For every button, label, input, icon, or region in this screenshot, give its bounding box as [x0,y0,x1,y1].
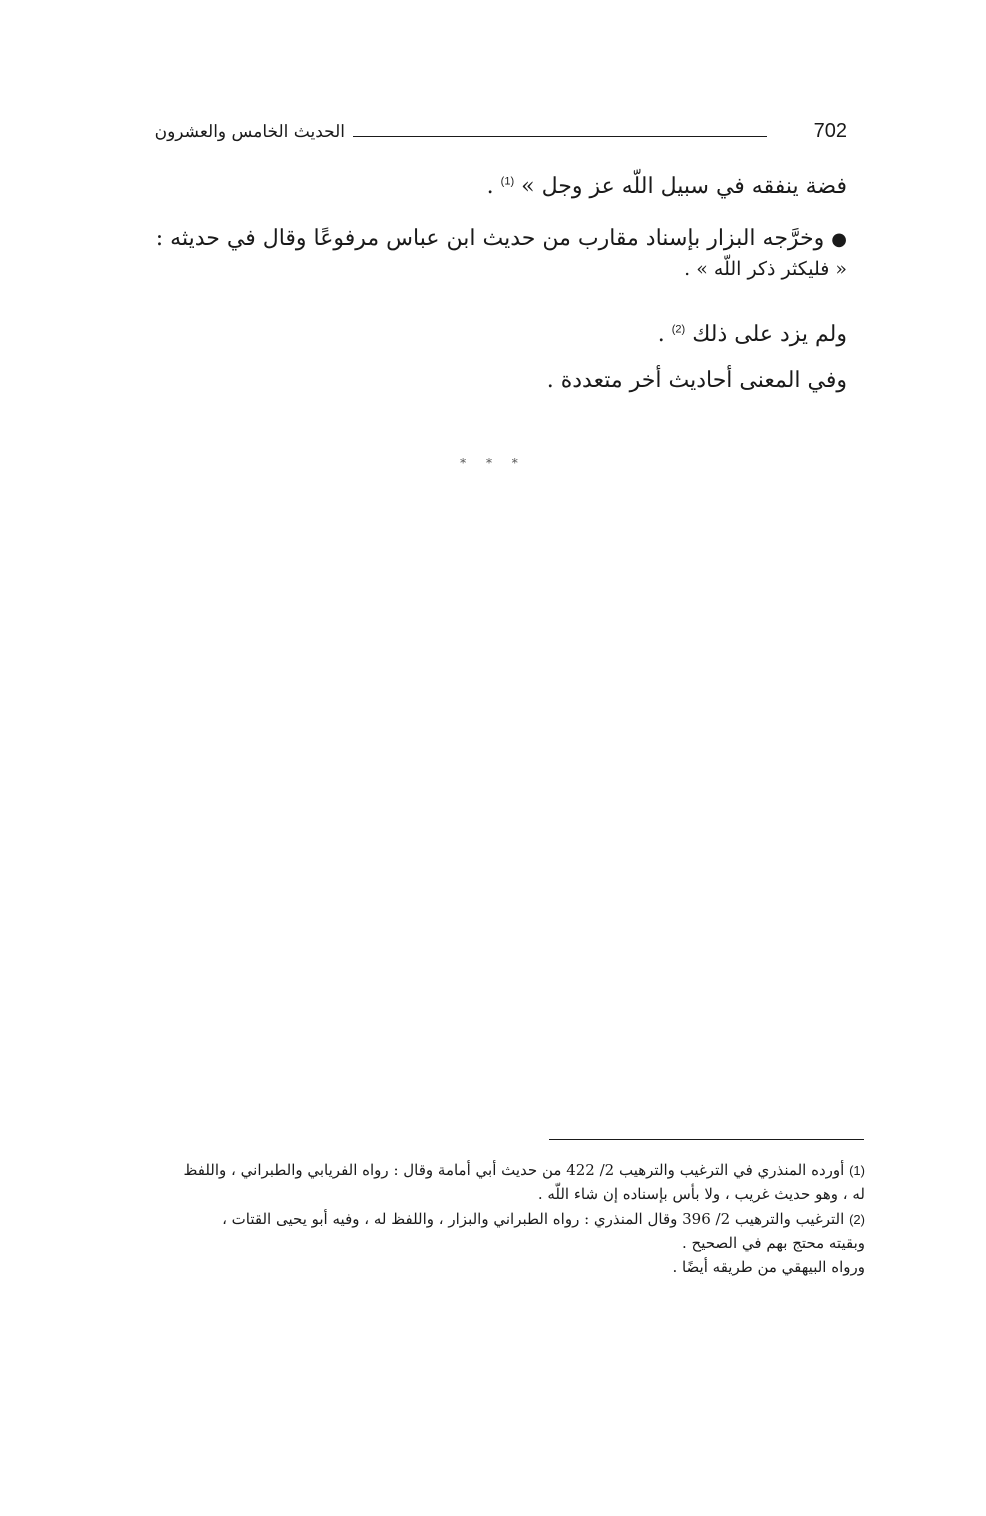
footnote-2-extra [153,1255,865,1279]
main-text [153,170,847,410]
footnote-2-line-3: ورواه البيهقي من طريقه أيضًا . [672,1258,865,1277]
paragraph-4-text: وفي المعنى أحاديث أخر متعددة . [546,368,847,393]
paragraph-2-quote: « فليكثر ذكر اللّه » . [684,258,847,280]
bullet-icon: ● [831,229,847,250]
paragraph-3 [153,318,847,364]
paragraph-2 [153,222,847,302]
paragraph-1 [153,170,847,210]
footnote-2-line-2: وبقيته محتج بهم في الصحيح . [681,1233,865,1252]
running-header [153,120,847,150]
paragraph-2-text: وخرَّجه البزار بإسناد مقارب من حديث ابن عباس مرفوعًا وقال في حديثه : [155,226,825,251]
footnote-1-number: (1) [849,1163,865,1178]
footnote-ref-2[interactable]: (2) [671,323,686,336]
footnote-1-line-2: له ، وهو حديث غريب ، ولا بأس بإسناده إن شاء اللّه . [537,1185,865,1204]
footnote-1 [153,1158,865,1182]
page-number: 702 [813,120,847,142]
footnote-rule [549,1139,864,1140]
paragraph-1-text: فضة ينفقه في سبيل اللّه عز وجل » [521,174,847,199]
paragraph-3-end: . [657,322,665,347]
paragraph-4 [153,364,847,410]
footnotes [153,1158,865,1279]
header-rule [353,136,767,137]
footnote-ref-1[interactable]: (1) [500,175,515,188]
footnote-1-line-1: أورده المنذري في الترغيب والترهيب 2/ 422 من حديث أبي أمامة وقال : رواه الفريابي والطبراني ، واللفظ [183,1161,845,1179]
footnote-1-continued [153,1182,865,1206]
section-separator: * * * [460,456,526,470]
chapter-title: الحديث الخامس والعشرون [154,122,345,142]
paragraph-1-end: . [486,174,494,199]
paragraph-3-text: ولم يزد على ذلك [692,322,847,347]
footnote-2-number: (2) [849,1211,865,1227]
footnote-2-line-1: الترغيب والترهيب 2/ 396 وقال المنذري : رواه الطبراني والبزار ، واللفظ له ، وفيه أبو يحيى القتات ، [222,1209,845,1228]
footnote-2 [153,1207,865,1231]
footnote-2-continued [153,1231,865,1255]
